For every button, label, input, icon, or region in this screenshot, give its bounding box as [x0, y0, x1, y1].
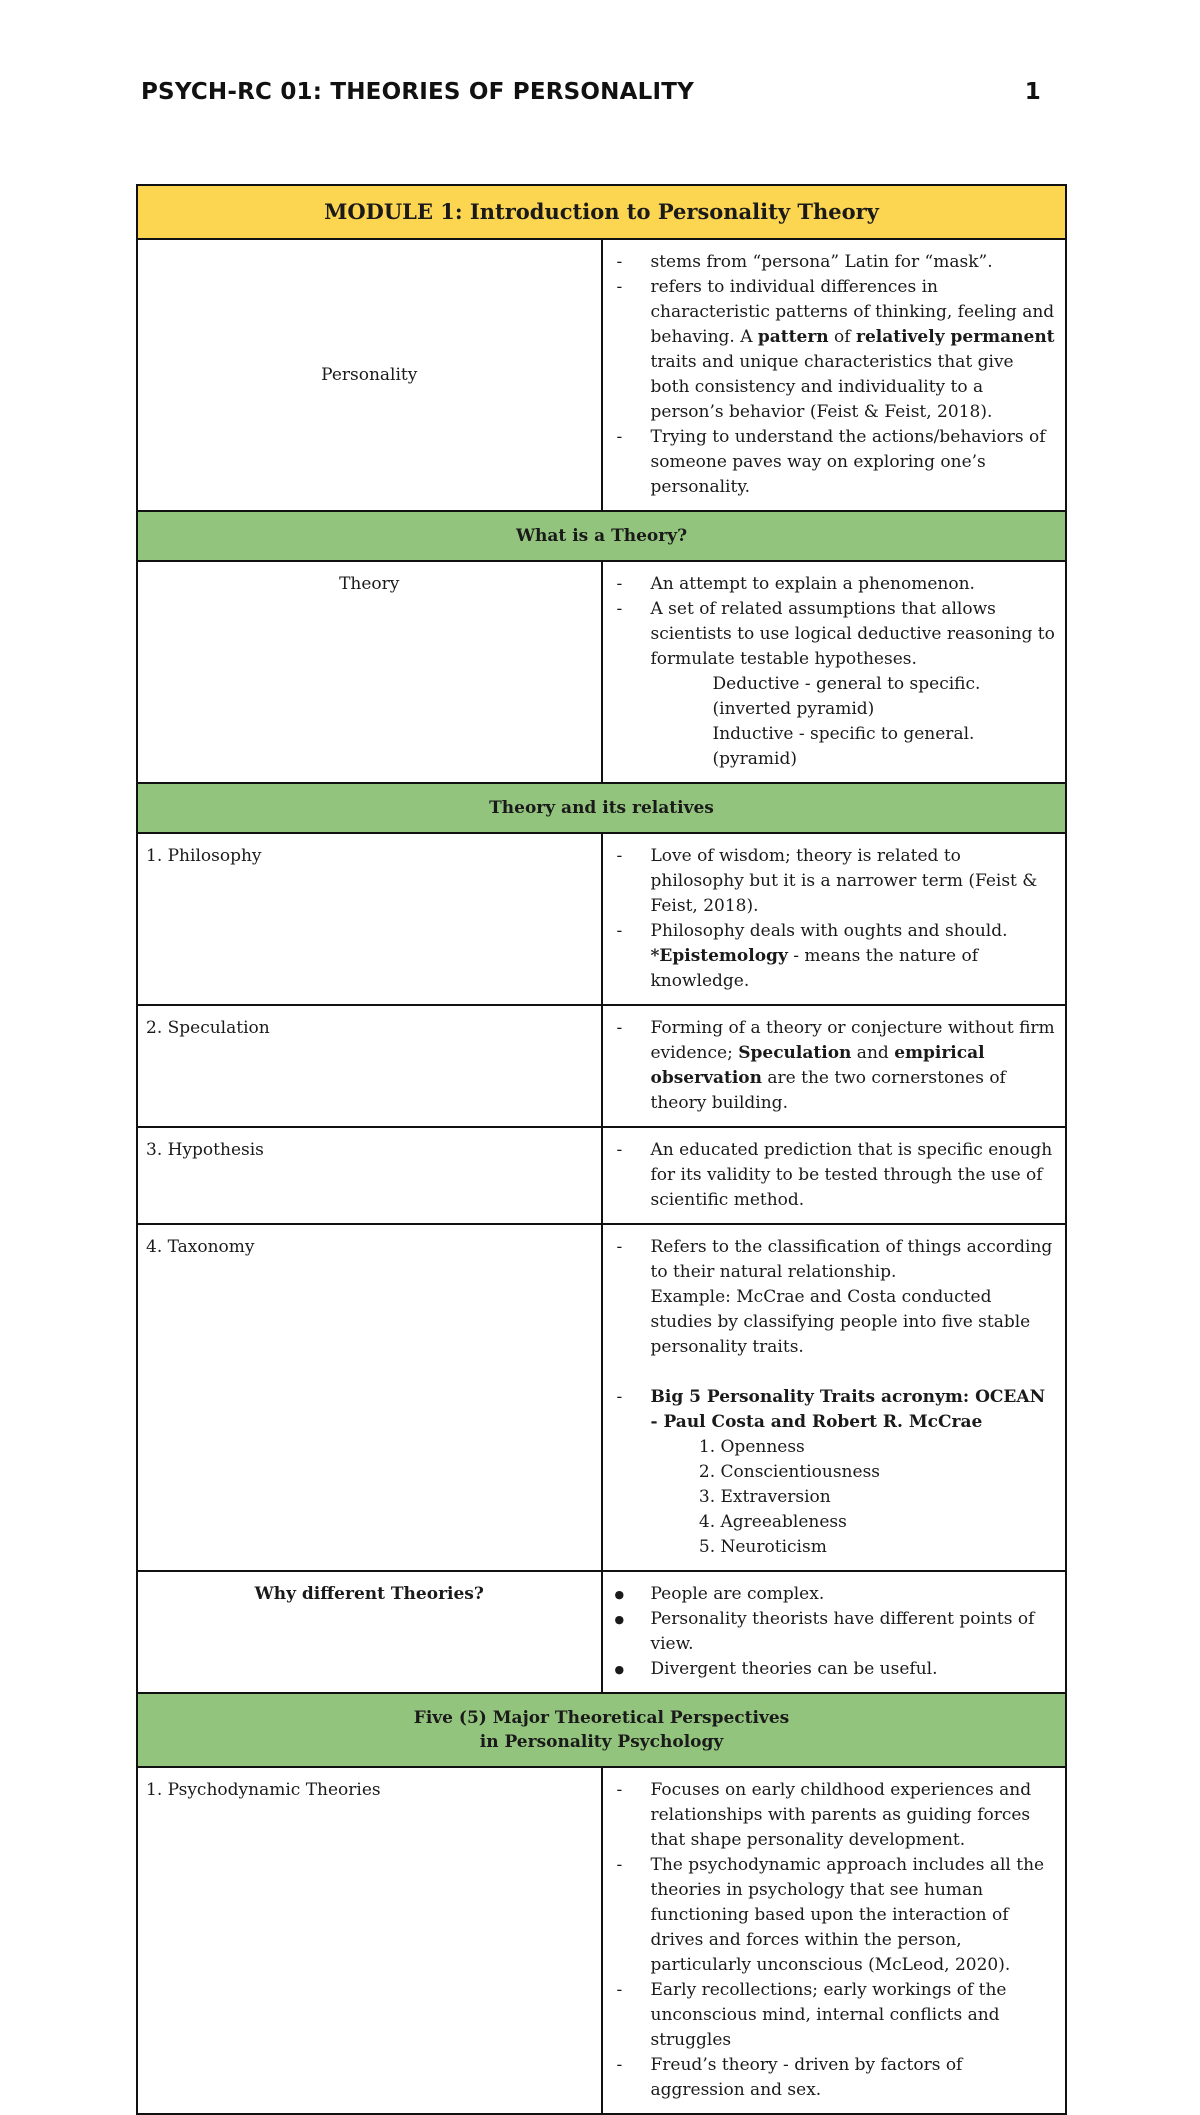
text-span: - means the nature of knowledge.	[650, 946, 978, 991]
list-item: ● Divergent theories can be useful.	[651, 1657, 1056, 1682]
trait-item: 3. Extraversion	[721, 1485, 1056, 1510]
big5-list	[651, 1385, 1056, 1435]
speculation-content	[602, 1005, 1067, 1127]
theory-list	[651, 572, 1056, 672]
trait-item: 2. Conscientiousness	[721, 1460, 1056, 1485]
theory-content	[602, 561, 1067, 783]
section-banner: What is a Theory?	[137, 511, 1066, 561]
personality-list	[651, 250, 1056, 500]
philosophy-label: 1. Philosophy	[137, 833, 602, 1005]
section-banner	[137, 1693, 1066, 1767]
psychodynamic-row	[137, 1767, 1066, 2114]
psychodynamic-list	[651, 1778, 1056, 2103]
bold-term: pattern	[757, 327, 829, 347]
big5-heading: Big 5 Personality Traits acronym: OCEAN - Paul Costa and Robert R. McCrae	[650, 1387, 1046, 1432]
list-item: - stems from “persona” Latin for “mask”.	[651, 250, 1056, 275]
trait-item: 5. Neuroticism	[721, 1535, 1056, 1560]
traits-list	[651, 1435, 1056, 1560]
list-item: ● People are complex.	[651, 1582, 1056, 1607]
text-span: Forming of a theory or conjecture without firm evidence;	[650, 1018, 1055, 1063]
list-item: - Trying to understand the actions/behaviors of someone paves way on exploring one’s personality.	[651, 425, 1056, 500]
hypothesis-label: 3. Hypothesis	[137, 1127, 602, 1224]
trait-item: 4. Agreeableness	[721, 1510, 1056, 1535]
bold-term: empirical observation	[650, 1043, 985, 1088]
list-item	[651, 275, 1056, 425]
list-item: - Philosophy deals with oughts and should.	[651, 919, 1056, 944]
why-different-row	[137, 1571, 1066, 1693]
module-table	[136, 184, 1067, 2115]
list-item	[651, 1016, 1056, 1116]
list-item: - Love of wisdom; theory is related to philosophy but it is a narrower term (Feist & Feist, 2018).	[651, 844, 1056, 919]
list-item: ● Personality theorists have different points of view.	[651, 1607, 1056, 1657]
header-title: PSYCH-RC 01: THEORIES OF PERSONALITY	[141, 79, 694, 105]
perspectives-row	[137, 1693, 1066, 1767]
spacer	[651, 1360, 1056, 1385]
relatives-row	[137, 783, 1066, 833]
philosophy-list	[651, 844, 1056, 944]
speculation-list	[651, 1016, 1056, 1116]
hypothesis-row	[137, 1127, 1066, 1224]
list-item: - Freud’s theory - driven by factors of aggression and sex.	[651, 2053, 1056, 2103]
list-item: - An attempt to explain a phenomenon.	[651, 572, 1056, 597]
list-item: - The psychodynamic approach includes all the theories in psychology that see human functioning based upon the interaction of drives and forces within the person, particularly unconscious (McLeod, 2020).	[651, 1853, 1056, 1978]
list-item	[651, 1235, 1056, 1360]
taxonomy-row	[137, 1224, 1066, 1571]
text-span: and	[851, 1043, 895, 1063]
inductive-line: Inductive - specific to general. (pyramid)	[712, 724, 975, 769]
personality-label: Personality	[137, 239, 602, 511]
taxonomy-list	[651, 1235, 1056, 1360]
personality-content	[602, 239, 1067, 511]
page-number: 1	[1024, 79, 1041, 105]
module-title-row	[137, 185, 1066, 239]
list-item: - Early recollections; early workings of the unconscious mind, internal conflicts and struggles	[651, 1978, 1056, 2053]
theory-row	[137, 561, 1066, 783]
epistemology-line	[651, 944, 1056, 994]
personality-row	[137, 239, 1066, 511]
why-different-content	[602, 1571, 1067, 1693]
example-text: Example: McCrae and Costa conducted studies by classifying people into five stable personality traits.	[650, 1287, 1031, 1357]
hypothesis-content	[602, 1127, 1067, 1224]
trait-item: 1. Openness	[721, 1435, 1056, 1460]
page-header	[141, 72, 1041, 112]
philosophy-content	[602, 833, 1067, 1005]
speculation-label: 2. Speculation	[137, 1005, 602, 1127]
banner-line: in Personality Psychology	[479, 1732, 724, 1752]
bold-term: Speculation	[738, 1043, 852, 1063]
module-title: MODULE 1: Introduction to Personality Theory	[137, 185, 1066, 239]
deductive-line: Deductive - general to specific.(inverted pyramid)	[712, 674, 981, 719]
psychodynamic-label: 1. Psychodynamic Theories	[137, 1767, 602, 2114]
list-item: - A set of related assumptions that allows scientists to use logical deductive reasoning to formulate testable hypotheses.	[651, 597, 1056, 672]
bold-term: relatively permanent	[855, 327, 1055, 347]
hypothesis-list	[651, 1138, 1056, 1213]
text-span: Refers to the classification of things according to their natural relationship.	[650, 1237, 1053, 1282]
taxonomy-content	[602, 1224, 1067, 1571]
text-span: of	[828, 327, 856, 347]
list-item: - Focuses on early childhood experiences and relationships with parents as guiding forces that shape personality development.	[651, 1778, 1056, 1853]
why-different-list	[651, 1582, 1056, 1682]
theory-label: Theory	[137, 561, 602, 783]
list-item	[651, 1385, 1056, 1435]
taxonomy-label: 4. Taxonomy	[137, 1224, 602, 1571]
banner-line: Five (5) Major Theoretical Perspectives	[413, 1708, 790, 1728]
speculation-row	[137, 1005, 1066, 1127]
bold-term: *Epistemology	[650, 946, 788, 966]
psychodynamic-content	[602, 1767, 1067, 2114]
text-span: traits and unique characteristics that give both consistency and individuality to a person’s behavior (Feist & Feist, 2018).	[650, 352, 1014, 422]
why-different-label: Why different Theories?	[137, 1571, 602, 1693]
list-item: - An educated prediction that is specific enough for its validity to be tested through the use of scientific method.	[651, 1138, 1056, 1213]
text-span: are the two cornerstones of theory building.	[650, 1068, 1006, 1113]
what-is-theory-row	[137, 511, 1066, 561]
section-banner: Theory and its relatives	[137, 783, 1066, 833]
philosophy-row	[137, 833, 1066, 1005]
text-span: refers to individual differences in characteristic patterns of thinking, feeling and behaving. A	[650, 277, 1055, 347]
